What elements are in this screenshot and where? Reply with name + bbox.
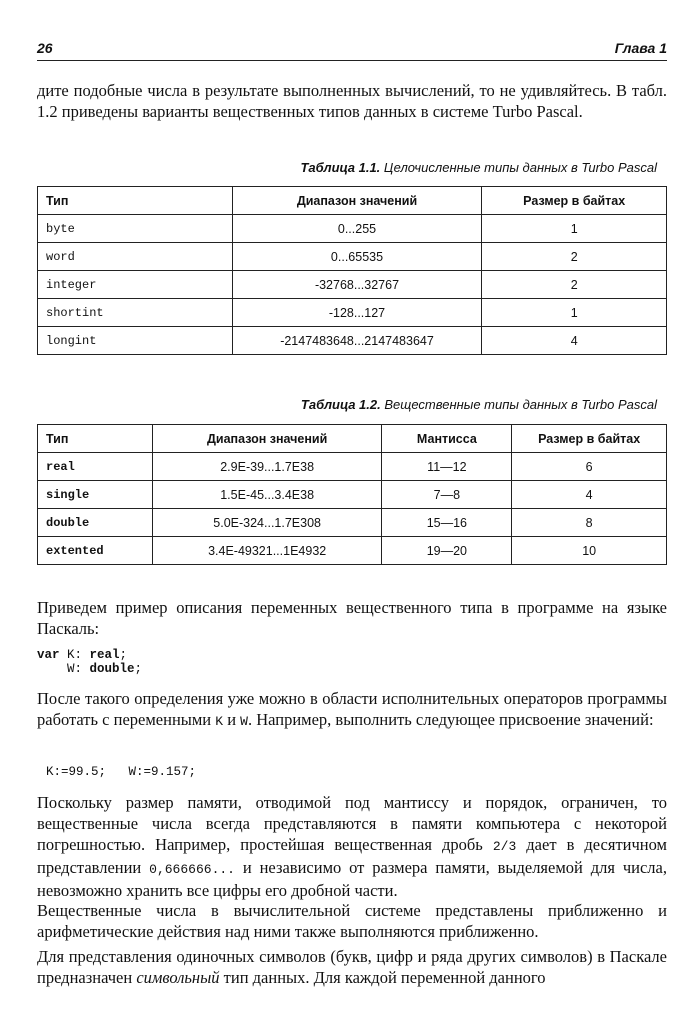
column-header: Диапазон значений xyxy=(152,425,382,453)
table1-caption-text: Целочисленные типы данных в Turbo Pascal xyxy=(383,160,657,175)
inline-code: K xyxy=(215,714,224,729)
code-block-declarations xyxy=(37,648,142,676)
size-cell: 2 xyxy=(482,243,667,271)
code-block-assignment: K:=99.5; W:=9.157; xyxy=(46,765,197,779)
column-header: Диапазон значений xyxy=(232,187,482,215)
text-run: тип данных. Для каждой переменной данного xyxy=(219,968,546,987)
table2-caption-text: Вещественные типы данных в Turbo Pascal xyxy=(384,397,657,412)
code-text: ; xyxy=(134,662,143,676)
table-row xyxy=(38,509,667,537)
mantissa-cell: 19—20 xyxy=(382,537,512,565)
code-text: W: xyxy=(37,662,90,676)
mantissa-cell: 15—16 xyxy=(382,509,512,537)
text-run: и xyxy=(223,710,241,729)
book-page xyxy=(37,0,667,1024)
text-run: и независимо от размера памяти, выделяемой для числа, невозможно хранить все цифры его дробной части. xyxy=(37,858,667,900)
code-keyword: var xyxy=(37,648,60,662)
type-cell: shortint xyxy=(38,299,233,327)
column-header: Тип xyxy=(38,187,233,215)
table-row xyxy=(38,537,667,565)
code-type: real xyxy=(89,648,120,662)
size-cell: 1 xyxy=(482,299,667,327)
size-cell: 8 xyxy=(512,509,667,537)
paragraph-char-type xyxy=(37,946,667,988)
column-header: Размер в байтах xyxy=(512,425,667,453)
table1-caption xyxy=(300,160,657,175)
paragraph-example-intro: Приведем пример описания переменных вещественного типа в программе на языке Паскаль: xyxy=(37,598,667,638)
range-cell: 3.4E-49321...1E4932 xyxy=(152,537,382,565)
text-run: Для представления одиночных символов (букв, цифр и ряда других символов) в Паскале предназначен xyxy=(37,947,667,987)
table-header-row xyxy=(38,187,667,215)
range-cell: -128...127 xyxy=(232,299,482,327)
page-header xyxy=(37,38,667,61)
real-types-table xyxy=(37,424,667,565)
text-run: Поскольку размер памяти, отводимой под мантиссу и порядок, ограничен, то вещественные числа всегда представляются в памяти компьютера с некоторой погрешностью. Например, простейшая вещественная дробь xyxy=(37,793,667,854)
column-header: Размер в байтах xyxy=(482,187,667,215)
code-text: ; xyxy=(119,648,128,662)
code-text: K: xyxy=(59,648,90,662)
size-cell: 6 xyxy=(512,453,667,481)
size-cell: 10 xyxy=(512,537,667,565)
integer-types-table xyxy=(37,186,667,355)
size-cell: 4 xyxy=(482,327,667,355)
size-cell: 2 xyxy=(482,271,667,299)
type-cell: word xyxy=(38,243,233,271)
type-cell: extented xyxy=(38,537,153,565)
text-run: дает в десятичном представлении xyxy=(37,835,667,877)
text-run: . Например, выполнить следующее присвоение значений: xyxy=(247,710,654,729)
mantissa-cell: 7—8 xyxy=(382,481,512,509)
range-cell: 5.0E-324...1.7E308 xyxy=(152,509,382,537)
page-number: 26 xyxy=(37,40,53,56)
table-header-row xyxy=(38,425,667,453)
intro-paragraph: дите подобные числа в результате выполненных вычислений, то не удивляйтесь. В табл. 1.2 приведены варианты вещественных типов данных в системе Turbo Pascal. xyxy=(37,81,667,121)
column-header: Мантисса xyxy=(382,425,512,453)
mantissa-cell: 11—12 xyxy=(382,453,512,481)
type-cell: double xyxy=(38,509,153,537)
table-row xyxy=(38,453,667,481)
table-row xyxy=(38,481,667,509)
range-cell: -2147483648...2147483647 xyxy=(232,327,482,355)
table-row xyxy=(38,299,667,327)
text-run: После такого определения уже можно в области исполнительных операторов программы работать с переменными xyxy=(37,689,667,729)
range-cell: 1.5E-45...3.4E38 xyxy=(152,481,382,509)
type-cell: byte xyxy=(38,215,233,243)
inline-code: 0,666666... xyxy=(149,862,235,877)
range-cell: 0...65535 xyxy=(232,243,482,271)
table2-caption-number: Таблица 1.2. xyxy=(300,397,381,412)
type-cell: single xyxy=(38,481,153,509)
table-row xyxy=(38,327,667,355)
paragraph-precision xyxy=(37,792,667,901)
type-cell: integer xyxy=(38,271,233,299)
table-row xyxy=(38,215,667,243)
chapter-title: Глава 1 xyxy=(614,40,667,56)
table-row xyxy=(38,271,667,299)
table-row xyxy=(38,243,667,271)
range-cell: -32768...32767 xyxy=(232,271,482,299)
range-cell: 2.9E-39...1.7E38 xyxy=(152,453,382,481)
range-cell: 0...255 xyxy=(232,215,482,243)
size-cell: 1 xyxy=(482,215,667,243)
table1-caption-number: Таблица 1.1. xyxy=(300,160,381,175)
type-cell: real xyxy=(38,453,153,481)
inline-code: 2/3 xyxy=(492,839,517,854)
size-cell: 4 xyxy=(512,481,667,509)
inline-code: W xyxy=(240,714,248,729)
paragraph-approximation: Вещественные числа в вычислительной системе представлены приближенно и арифметические действия над ними также выполняются приближенно. xyxy=(37,901,667,941)
code-type: double xyxy=(89,662,135,676)
column-header: Тип xyxy=(38,425,153,453)
paragraph-after-definition xyxy=(37,688,667,732)
emphasis-text: символьный xyxy=(136,968,220,987)
table2-caption xyxy=(301,397,657,412)
type-cell: longint xyxy=(38,327,233,355)
